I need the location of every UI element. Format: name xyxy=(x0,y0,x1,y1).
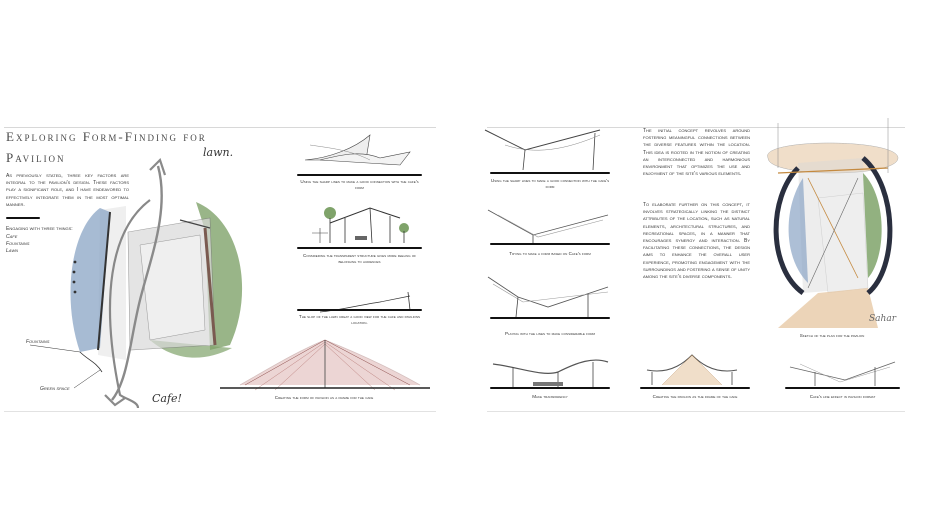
r-ground-1 xyxy=(490,172,610,174)
caption-r3: Playing with the lines to make considerable form xyxy=(504,331,596,336)
sketch-r1 xyxy=(485,125,615,175)
sketch-r6 xyxy=(785,352,900,390)
caption-sharp-lines: Using the sharp lines to make a good connection with the cafe's form xyxy=(300,179,419,190)
ground-line-2 xyxy=(297,247,422,249)
sketch-sharp-lines xyxy=(300,130,420,175)
r-ground-5 xyxy=(640,387,750,389)
page-title-line2: Pavilion xyxy=(6,150,66,165)
r-ground-3 xyxy=(490,317,610,319)
sketch-r2 xyxy=(488,205,613,245)
thing-lawn: Lawn xyxy=(6,248,19,254)
caption-transparent: Considering the transparent structure gives more feeling of belonging to audiences xyxy=(302,253,417,264)
sketch-r5 xyxy=(642,350,742,390)
sketch-transparent-structure xyxy=(300,198,420,250)
sketch-lawn-slope xyxy=(300,290,420,315)
ground-line-3 xyxy=(297,309,422,311)
caption-r6: Cafe's line effect in pavilion format xyxy=(809,394,876,399)
page-title-line1: Exploring Form-Finding for xyxy=(6,129,207,144)
plan-sketch xyxy=(758,118,908,328)
r-ground-4 xyxy=(490,387,610,389)
handwritten-cafe: Cafe! xyxy=(152,392,182,405)
caption-r2: Trying to make a form based on Cafe's form xyxy=(509,251,591,256)
caption-plan: Sketch of the plan for the pavilion xyxy=(799,333,865,338)
caption-r5: Creating the pavilion as the frame of the cafe xyxy=(652,394,738,399)
sketch-r3 xyxy=(488,272,613,322)
concept-paragraph-1: The initial concept revolves around fostering meaningful connections between the diverse features within the location. This idea is rooted in the notion of creating an interconnected and harmonious environment that optimizes the use and enjoyment of the site's various elements. xyxy=(643,128,750,178)
label-fountains: Fountains xyxy=(26,339,50,345)
r-ground-2 xyxy=(490,243,610,245)
engaging-heading: Engaging with three things: xyxy=(6,226,73,232)
r-ground-6 xyxy=(785,387,900,389)
handwritten-lawn: lawn. xyxy=(203,146,234,159)
label-green-space: Green space xyxy=(40,386,70,392)
intro-paragraph: As previously stated, three key factors are integral to the pavilion's design. These factors play a significant role, and I have endeavored to effectively integrate them in the most optimal manner. xyxy=(6,173,129,208)
caption-r1: Using the sharp lines to make a good connection with the cafe's form xyxy=(490,178,610,189)
sketch-r4 xyxy=(488,352,613,392)
caption-r4: Make transparency xyxy=(532,394,568,399)
concept-paragraph-2: To elaborate further on this concept, it involves strategically linking the distinct attributes of the location, such as natural elements, architectural structures, and recreational spaces, in a manner that encourages synergy and interaction. By facilitating these connections, the design aims to enhance the overall user experience, promoting engagement with the surroundings and fostering a sense of unity among the site's diverse components. xyxy=(643,202,750,281)
thing-fountains: Fountains xyxy=(6,241,30,247)
thing-cafe: Cafe xyxy=(6,234,18,240)
ground-line-1 xyxy=(297,174,422,176)
signature: Sahar xyxy=(869,314,896,324)
caption-lawn-slope: The slop of the lawn creat a good view for the cafe and pavilions location. xyxy=(298,314,421,325)
sketch-frame-pavilion xyxy=(215,330,435,395)
caption-frame: Creating the form of pavilion as a frame for the cafe xyxy=(274,395,374,400)
